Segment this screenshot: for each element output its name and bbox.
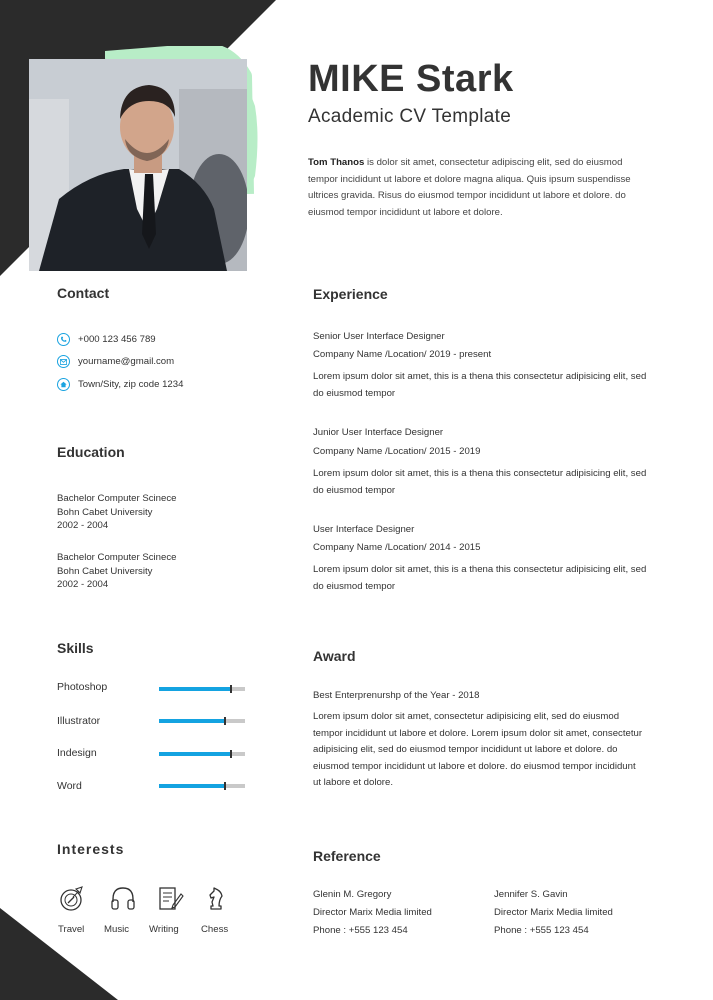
skill-bar-fill bbox=[159, 784, 225, 788]
home-icon bbox=[57, 378, 70, 391]
skill-bar-fill bbox=[159, 752, 231, 756]
education-item bbox=[57, 492, 176, 533]
chess-knight-icon bbox=[202, 885, 230, 913]
cv-name: MIKE Stark bbox=[308, 58, 514, 100]
experience-role: Junior User Interface Designer bbox=[313, 427, 444, 438]
travel-icon bbox=[58, 885, 86, 913]
reference-position: Director Marix Media limited bbox=[494, 907, 613, 918]
contact-email-text: yourname@gmail.com bbox=[78, 356, 175, 367]
reference-item bbox=[313, 886, 432, 940]
award-name: Best Enterprenurshp of the Year - 2018 bbox=[313, 690, 480, 701]
experience-description: Lorem ipsum dolor sit amet, this is a thena this consectetur adipisicing elit, sed do eiusmod tempor bbox=[313, 468, 647, 496]
contact-phone-text: +000 123 456 789 bbox=[78, 334, 156, 345]
skill-bar-marker bbox=[230, 750, 232, 758]
skill-bar-marker bbox=[224, 717, 226, 725]
writing-icon bbox=[156, 885, 184, 913]
interest-chess bbox=[196, 885, 236, 918]
experience-description: Lorem ipsum dolor sit amet, this is a thena this consectetur adipisicing elit, sed do eiusmod tempor bbox=[313, 371, 647, 399]
email-icon bbox=[57, 355, 70, 368]
reference-phone: Phone : +555 123 454 bbox=[494, 925, 589, 936]
skill-bar-marker bbox=[224, 782, 226, 790]
contact-address bbox=[57, 378, 183, 391]
experience-role: User Interface Designer bbox=[313, 524, 415, 535]
interest-label: Music bbox=[104, 924, 130, 935]
award-heading: Award bbox=[313, 648, 356, 664]
intro-text: is dolor sit amet, consectetur adipiscing elit, sed do eiusmod tempor incididunt ut labore et dolore magna aliqua. Quis ipsum suspendisse ultrices gravida. Risus do eiusmod tempor incididunt ut labore et dolore. do eiusmod tempor incididunt ut labore et dolore. bbox=[308, 157, 631, 218]
interest-label: Travel bbox=[58, 924, 85, 935]
education-school: Bohn Cabet University bbox=[57, 565, 153, 577]
interest-travel bbox=[52, 885, 92, 918]
reference-heading: Reference bbox=[313, 848, 381, 864]
experience-company: Company Name /Location/ 2019 - present bbox=[313, 349, 492, 360]
profile-photo bbox=[29, 59, 247, 271]
reference-name: Jennifer S. Gavin bbox=[494, 889, 568, 900]
cv-subtitle: Academic CV Template bbox=[308, 106, 512, 127]
reference-position: Director Marix Media limited bbox=[313, 907, 432, 918]
contact-heading: Contact bbox=[57, 285, 110, 301]
experience-description: Lorem ipsum dolor sit amet, this is a thena this consectetur adipisicing elit, sed do eiusmod tempor bbox=[313, 564, 647, 592]
interests-heading: Interests bbox=[57, 841, 125, 857]
education-heading: Education bbox=[57, 444, 125, 460]
education-years: 2002 - 2004 bbox=[57, 520, 109, 531]
interest-music bbox=[103, 885, 143, 918]
headphones-icon bbox=[109, 885, 137, 913]
experience-heading: Experience bbox=[313, 286, 388, 302]
skill-bar-fill bbox=[159, 719, 225, 723]
education-school: Bohn Cabet University bbox=[57, 506, 153, 518]
interest-writing bbox=[150, 885, 190, 918]
skill-name: Indesign bbox=[57, 747, 97, 759]
award-description: Lorem ipsum dolor sit amet, consectetur adipisicing elit, sed do eiusmod tempor incididunt ut labore et dolore. Lorem ipsum dolor sit amet, consectetur adipisicing elit, sed do eiusmod tempor incididunt ut labore et dolore. do eiusmod tempor incididunt ut labore et dolore. do eiusmod tempor incididunt ut labore et dolore. bbox=[313, 711, 643, 788]
interest-label: Chess bbox=[201, 924, 229, 935]
contact-phone bbox=[57, 333, 156, 346]
reference-phone: Phone : +555 123 454 bbox=[313, 925, 408, 936]
education-degree: Bachelor Computer Scinece bbox=[57, 552, 177, 563]
interest-label: Writing bbox=[149, 924, 179, 935]
skill-bar bbox=[159, 687, 245, 691]
experience-company: Company Name /Location/ 2014 - 2015 bbox=[313, 542, 481, 553]
contact-email bbox=[57, 355, 174, 368]
skill-name: Word bbox=[57, 780, 82, 792]
education-item bbox=[57, 551, 176, 592]
contact-address-text: Town/Sity, zip code 1234 bbox=[78, 379, 184, 390]
intro-name: Tom Thanos bbox=[308, 157, 365, 168]
experience-company: Company Name /Location/ 2015 - 2019 bbox=[313, 446, 481, 457]
skill-bar bbox=[159, 784, 245, 788]
intro-paragraph bbox=[308, 155, 648, 221]
skill-bar bbox=[159, 752, 245, 756]
skill-bar bbox=[159, 719, 245, 723]
skill-name: Illustrator bbox=[57, 715, 101, 727]
education-years: 2002 - 2004 bbox=[57, 579, 109, 590]
phone-icon bbox=[57, 333, 70, 346]
experience-role: Senior User Interface Designer bbox=[313, 331, 445, 342]
reference-item bbox=[494, 886, 613, 940]
skill-name: Photoshop bbox=[57, 681, 108, 693]
skill-bar-fill bbox=[159, 687, 231, 691]
skills-heading: Skills bbox=[57, 640, 94, 656]
skill-bar-marker bbox=[230, 685, 232, 693]
reference-name: Glenin M. Gregory bbox=[313, 889, 392, 900]
education-degree: Bachelor Computer Scinece bbox=[57, 493, 177, 504]
